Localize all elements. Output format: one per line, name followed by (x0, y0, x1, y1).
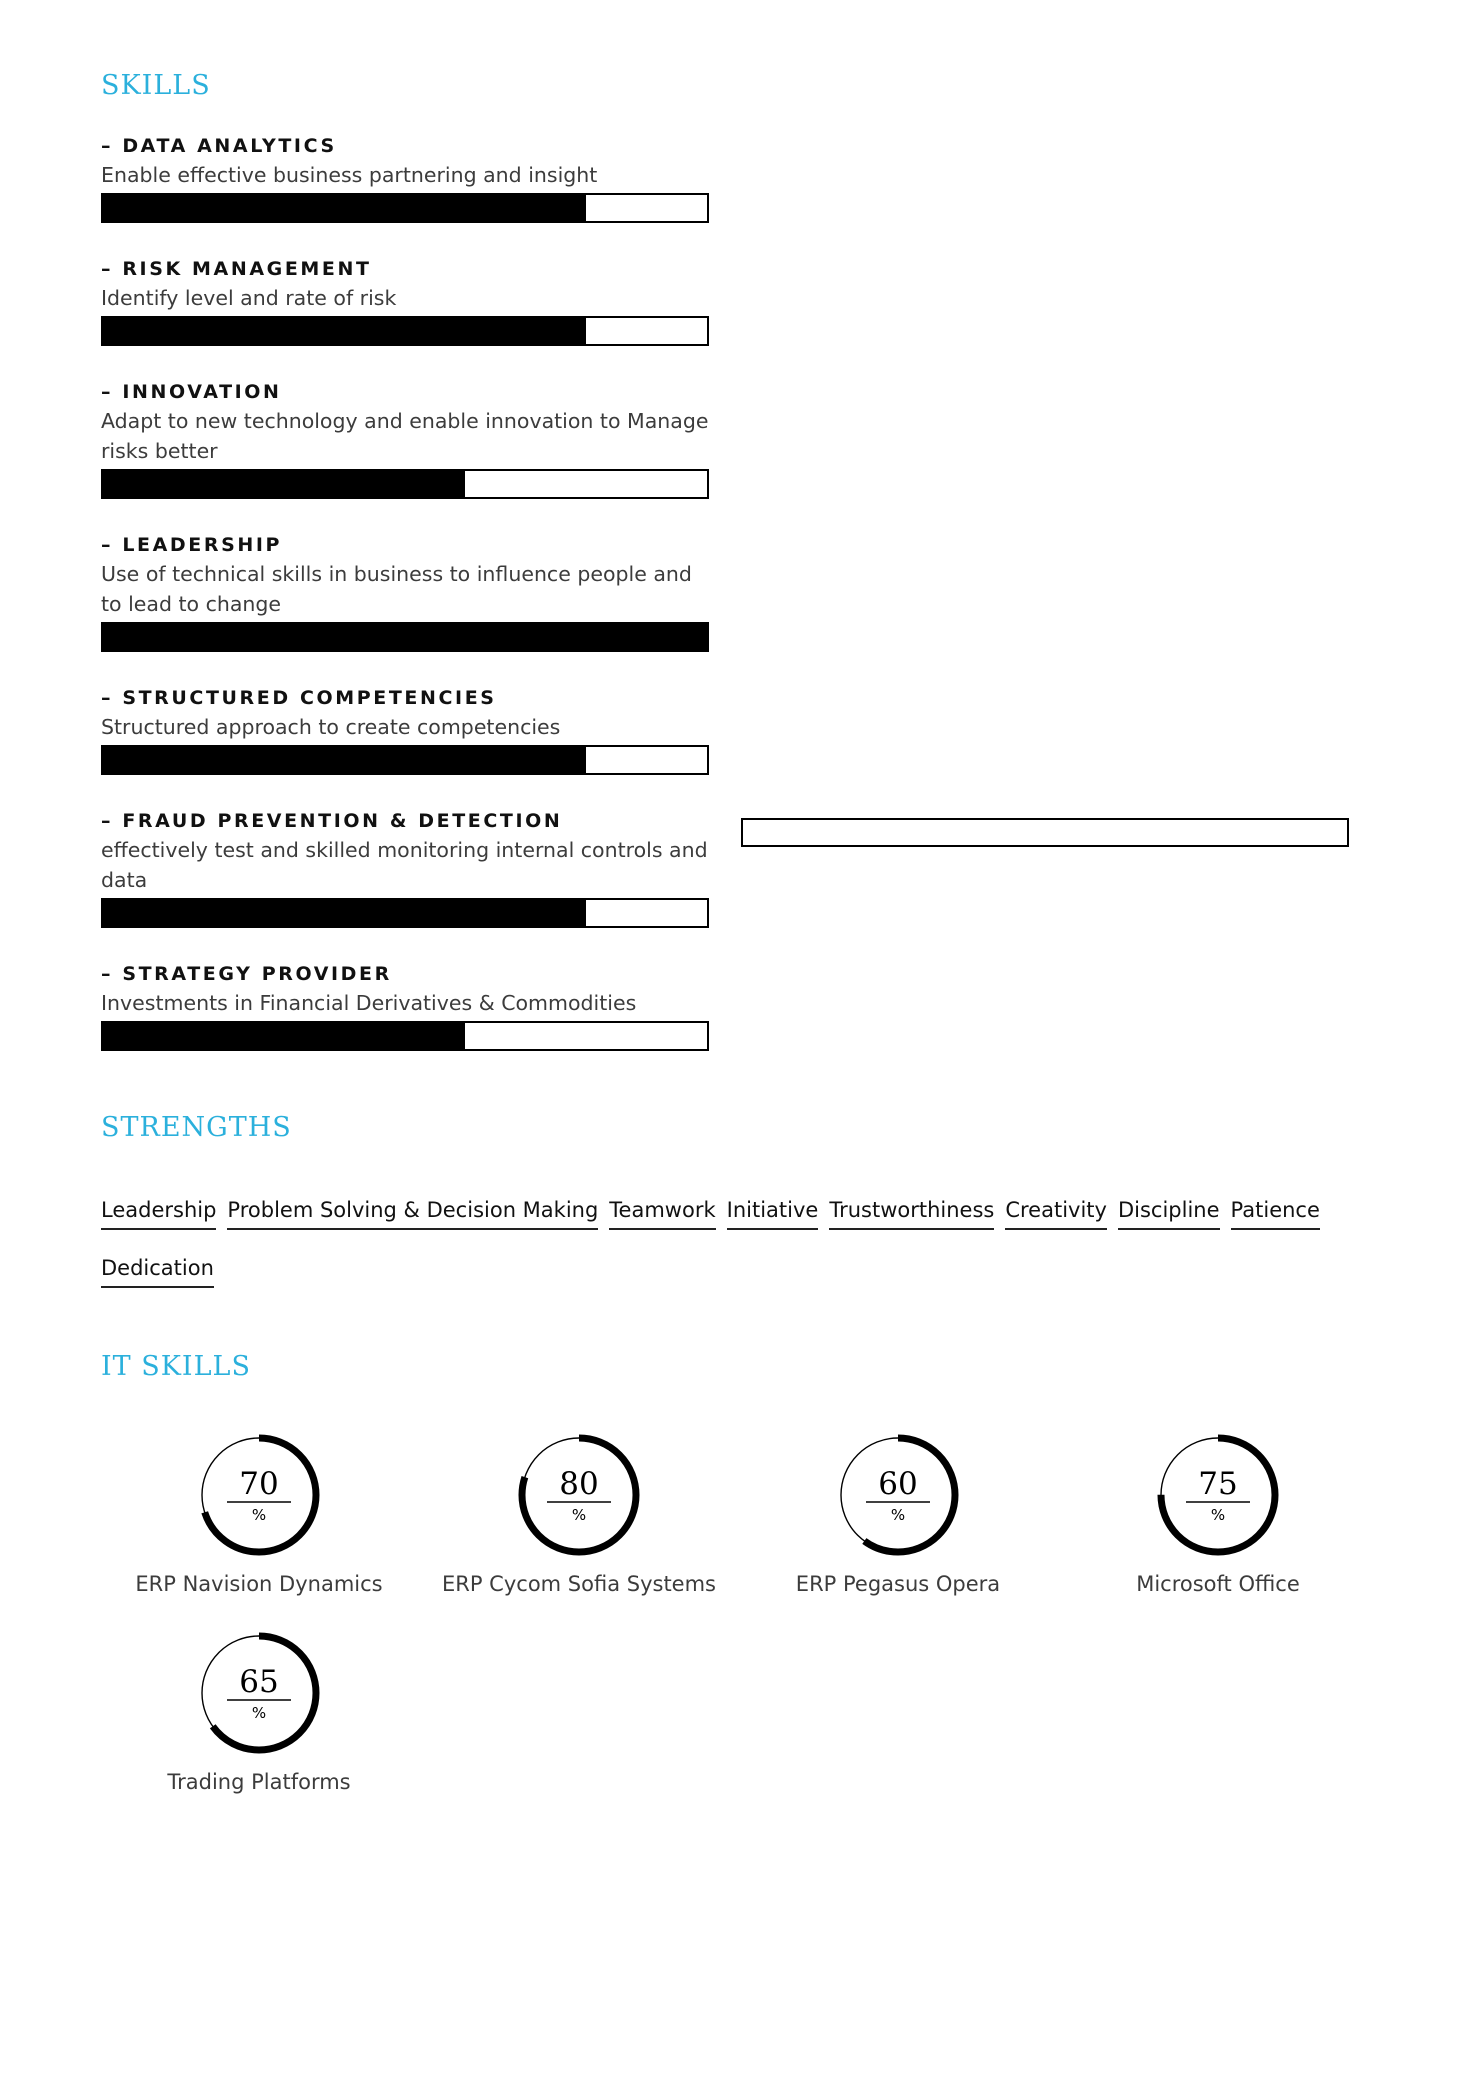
it-skill-label: ERP Pegasus Opera (795, 1572, 1001, 1596)
it-skill-gauge (99, 1628, 419, 1796)
skill-progress-bar (101, 1021, 709, 1051)
skill-description: Structured approach to create competencies (101, 715, 561, 739)
skill-item (101, 533, 711, 652)
skill-item (101, 380, 711, 499)
skill-item (101, 809, 711, 928)
strength-tag: Dedication (101, 1254, 214, 1288)
gauge-unit: % (571, 1506, 587, 1524)
it-skill-label: ERP Cycom Sofia Systems (441, 1572, 716, 1596)
skill-name: – RISK MANAGEMENT (101, 258, 372, 280)
skill-progress-bar (101, 622, 709, 652)
gauge-unit: % (1210, 1506, 1226, 1524)
strength-tag: Initiative (727, 1196, 819, 1230)
skill-description: Use of technical skills in business to influence people and to lead to change (101, 562, 692, 616)
gauge-value: 75 (1198, 1466, 1238, 1502)
strength-tag: Patience (1231, 1196, 1320, 1230)
skills-heading: SKILLS (101, 70, 211, 101)
skill-item (101, 686, 711, 775)
it-skill-label: Trading Platforms (167, 1770, 351, 1794)
gauge-value: 80 (559, 1466, 599, 1502)
gauge-value: 70 (239, 1466, 279, 1502)
skill-progress-fill (103, 195, 586, 221)
skill-progress-fill (103, 624, 707, 650)
skill-name: – INNOVATION (101, 381, 282, 403)
skill-item (101, 257, 711, 346)
skill-progress-bar (101, 193, 709, 223)
it-skill-gauge (99, 1430, 419, 1598)
strength-tag: Problem Solving & Decision Making (227, 1196, 598, 1230)
skill-progress-fill (103, 747, 586, 773)
skill-progress-fill (103, 318, 586, 344)
skill-name: – DATA ANALYTICS (101, 135, 337, 157)
gauge-value: 60 (878, 1466, 918, 1502)
it-skill-gauge (1058, 1430, 1378, 1598)
skill-progress-bar (101, 469, 709, 499)
skill-progress-fill (103, 900, 586, 926)
skill-progress-bar (101, 316, 709, 346)
empty-progress-bar (741, 818, 1349, 847)
skill-description: Investments in Financial Derivatives & Commodities (101, 991, 637, 1015)
skill-description: Enable effective business partnering and insight (101, 163, 598, 187)
skills-list (101, 134, 711, 1085)
gauge-ring (1153, 1430, 1283, 1560)
it-skills-heading: IT SKILLS (101, 1351, 251, 1382)
gauge-ring (514, 1430, 644, 1560)
gauge-unit: % (251, 1704, 267, 1722)
gauge-ring (833, 1430, 963, 1560)
strength-tag: Discipline (1118, 1196, 1220, 1230)
it-skill-label: Microsoft Office (1136, 1572, 1300, 1596)
strength-tag: Creativity (1005, 1196, 1107, 1230)
gauge-ring (194, 1628, 324, 1758)
gauge-value: 65 (239, 1664, 279, 1700)
strength-tag: Teamwork (609, 1196, 715, 1230)
it-skill-gauge (419, 1430, 739, 1598)
gauge-ring (194, 1430, 324, 1560)
skill-name: – STRATEGY PROVIDER (101, 963, 392, 985)
skill-name: – STRUCTURED COMPETENCIES (101, 687, 497, 709)
strength-tag: Leadership (101, 1196, 216, 1230)
skill-progress-fill (103, 1023, 465, 1049)
skill-name: – FRAUD PREVENTION & DETECTION (101, 810, 563, 832)
skill-name: – LEADERSHIP (101, 534, 283, 556)
skill-progress-fill (103, 471, 465, 497)
skill-description: Identify level and rate of risk (101, 286, 397, 310)
skill-item (101, 134, 711, 223)
skill-item (101, 962, 711, 1051)
skill-progress-bar (101, 898, 709, 928)
gauge-unit: % (890, 1506, 906, 1524)
it-skill-label: ERP Navision Dynamics (135, 1572, 383, 1596)
strengths-heading: STRENGTHS (101, 1112, 292, 1143)
it-skill-gauge (738, 1430, 1058, 1598)
gauge-unit: % (251, 1506, 267, 1524)
skill-progress-bar (101, 745, 709, 775)
skill-description: Adapt to new technology and enable innovation to Manage risks better (101, 409, 709, 463)
skill-description: effectively test and skilled monitoring internal controls and data (101, 838, 708, 892)
strengths-list (101, 1196, 1361, 1288)
strength-tag: Trustworthiness (829, 1196, 994, 1230)
